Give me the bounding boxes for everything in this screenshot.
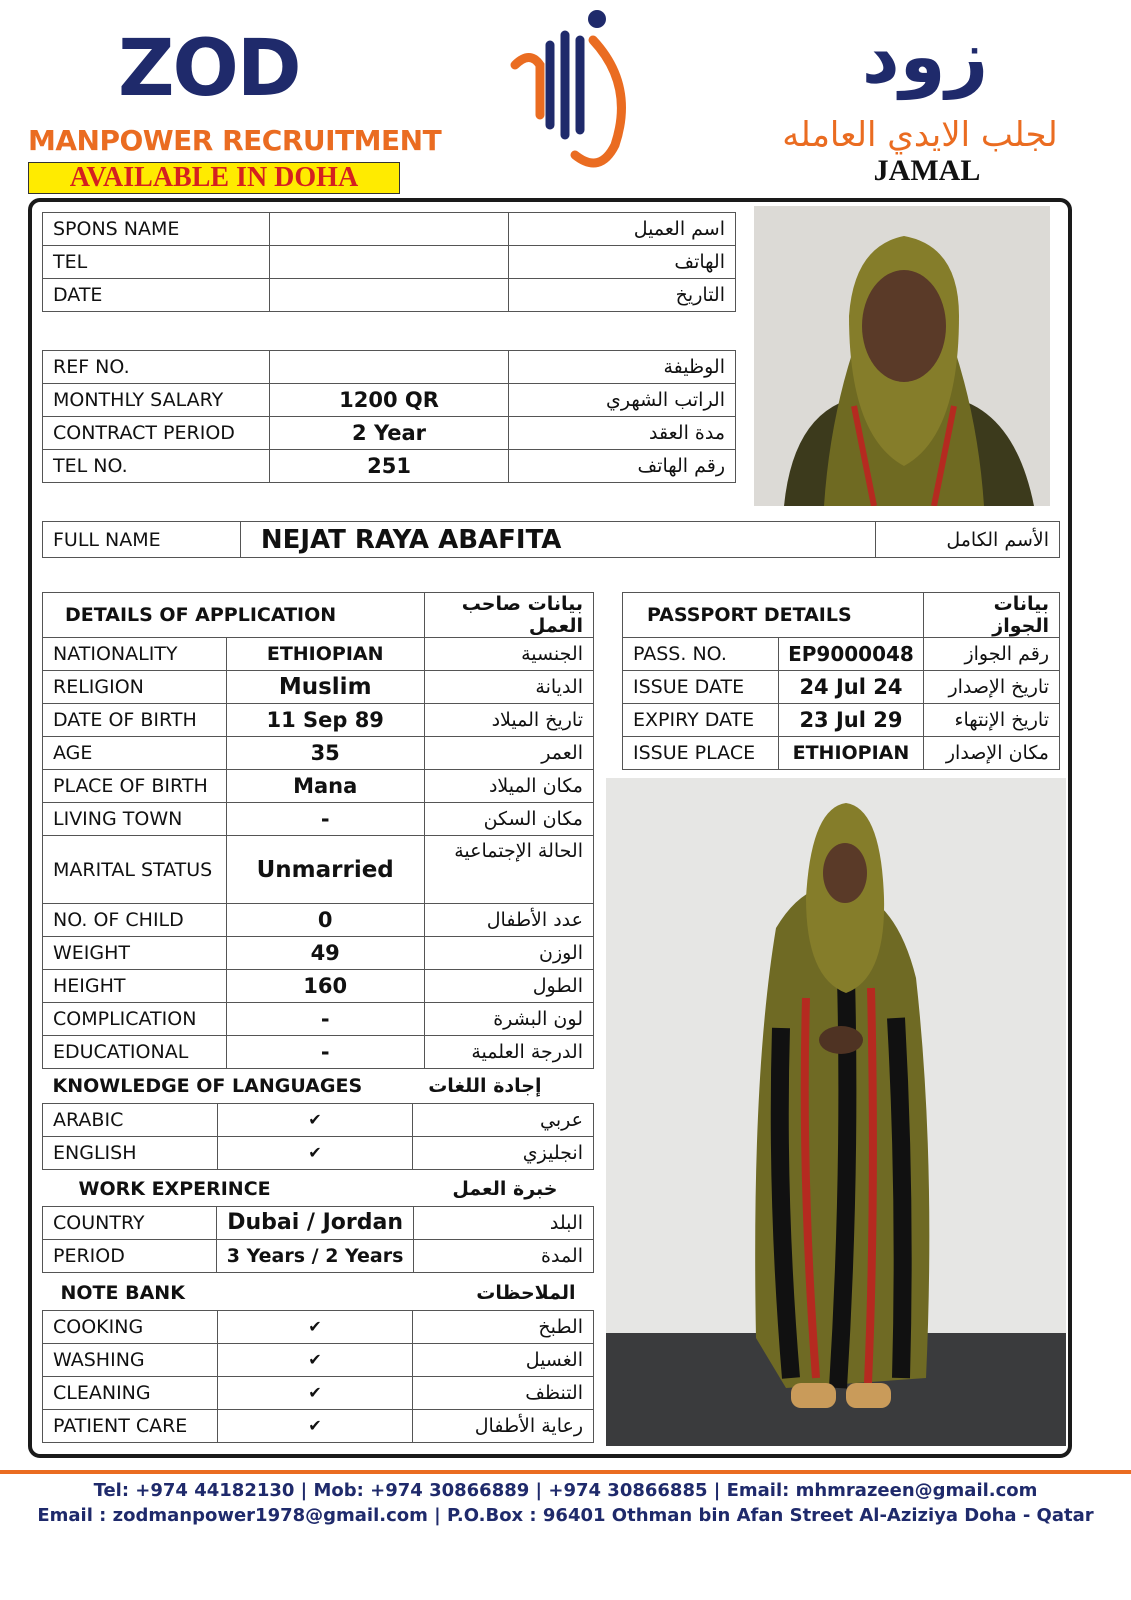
- table-row: DATE التاريخ: [43, 279, 736, 312]
- check-icon: ✔: [217, 1343, 412, 1376]
- check-icon: ✔: [217, 1409, 412, 1442]
- table-row: SPONS NAME اسم العميل: [43, 213, 736, 246]
- table-header-row: KNOWLEDGE OF LANGUAGES إجادة اللغات: [52, 1075, 542, 1098]
- table-row: WASHING ✔ الغسيل: [43, 1343, 594, 1376]
- table-row: MONTHLY SALARY 1200 QR الراتب الشهري: [43, 384, 736, 417]
- table-row: EXPIRY DATE 23 Jul 29 تاريخ الإنتهاء: [623, 704, 1060, 737]
- passport-table: [622, 592, 1060, 770]
- table-row: HEIGHT 160 الطول: [43, 970, 594, 1003]
- table-row: AGE 35 العمر: [43, 737, 594, 770]
- table-header-row: PASSPORT DETAILS بيانات الجواز: [623, 593, 1060, 638]
- zod-logo-text: ZOD: [118, 24, 300, 114]
- table-row: ISSUE DATE 24 Jul 24 تاريخ الإصدار: [623, 671, 1060, 704]
- table-row: FULL NAME NEJAT RAYA ABAFITA الأسم الكامل: [43, 522, 1060, 558]
- table-row: PASS. NO. EP9000048 رقم الجواز: [623, 638, 1060, 671]
- table-header-row: WORK EXPERINCE خبرة العمل: [78, 1178, 558, 1201]
- table-row: PLACE OF BIRTH Mana مكان الميلاد: [43, 770, 594, 803]
- footer-contact-line-2: Email : zodmanpower1978@gmail.com | P.O.Box : 96401 Othman bin Afan Street Al-Aziziya Doha - Qatar: [37, 1505, 1094, 1526]
- check-icon: ✔: [217, 1376, 412, 1409]
- table-row: NATIONALITY ETHIOPIAN الجنسية: [43, 638, 594, 671]
- footer-contact-line-1: Tel: +974 44182130 | Mob: +974 30866889 | +974 30866885 | Email: mhmrazeen@gmail.com: [93, 1480, 1038, 1501]
- table-row: CONTRACT PERIOD 2 Year مدة العقد: [43, 417, 736, 450]
- company-emblem-icon: [505, 5, 635, 175]
- table-row: EDUCATIONAL - الدرجة العلمية: [43, 1036, 594, 1069]
- table-row: TEL الهاتف: [43, 246, 736, 279]
- company-subtitle: MANPOWER RECRUITMENT: [28, 124, 442, 157]
- table-row: REF NO. الوظيفة: [43, 351, 736, 384]
- table-row: COOKING ✔ الطبخ: [43, 1310, 594, 1343]
- table-row: MARITAL STATUS Unmarried الحالة الإجتماعية: [43, 836, 594, 904]
- table-row: RELIGION Muslim الديانة: [43, 671, 594, 704]
- languages-table: [42, 1070, 594, 1170]
- table-row: COMPLICATION - لون البشرة: [43, 1003, 594, 1036]
- table-row: ENGLISH ✔ انجليزي: [43, 1136, 594, 1169]
- agent-name-tag: JAMAL: [873, 154, 981, 187]
- table-row: LIVING TOWN - مكان السكن: [43, 803, 594, 836]
- availability-banner: AVAILABLE IN DOHA: [28, 162, 400, 194]
- full-name-value: NEJAT RAYA ABAFITA: [240, 522, 875, 558]
- table-row: ARABIC ✔ عربي: [43, 1103, 594, 1136]
- table-row: DATE OF BIRTH 11 Sep 89 تاريخ الميلاد: [43, 704, 594, 737]
- footer-divider: [0, 1470, 1131, 1474]
- table-header-row: NOTE BANK الملاحظات: [60, 1282, 576, 1305]
- full-name-table: [42, 521, 1060, 558]
- check-icon: ✔: [217, 1310, 412, 1343]
- portrait-photo: [754, 206, 1050, 506]
- arabic-logo-text: زود: [861, 14, 989, 100]
- table-row: COUNTRY Dubai / Jordan البلد: [43, 1206, 594, 1239]
- sponsor-table: [42, 212, 736, 312]
- table-row: TEL NO. 251 رقم الهاتف: [43, 450, 736, 483]
- application-table: [42, 592, 594, 1069]
- table-row: PATIENT CARE ✔ رعاية الأطفال: [43, 1409, 594, 1442]
- table-header-row: DETAILS OF APPLICATION بيانات صاحب العمل: [43, 593, 594, 638]
- table-row: NO. OF CHILD 0 عدد الأطفال: [43, 904, 594, 937]
- table-row: PERIOD 3 Years / 2 Years المدة: [43, 1239, 594, 1272]
- arabic-subtitle: لجلب الايدي العامله: [782, 115, 1058, 155]
- contract-table: [42, 350, 736, 483]
- experience-table: [42, 1173, 594, 1273]
- table-row: ISSUE PLACE ETHIOPIAN مكان الإصدار: [623, 737, 1060, 770]
- check-icon: ✔: [217, 1136, 412, 1169]
- note-bank-table: [42, 1277, 594, 1443]
- table-row: CLEANING ✔ التنظف: [43, 1376, 594, 1409]
- full-body-photo: [606, 778, 1066, 1446]
- check-icon: ✔: [217, 1103, 412, 1136]
- table-row: WEIGHT 49 الوزن: [43, 937, 594, 970]
